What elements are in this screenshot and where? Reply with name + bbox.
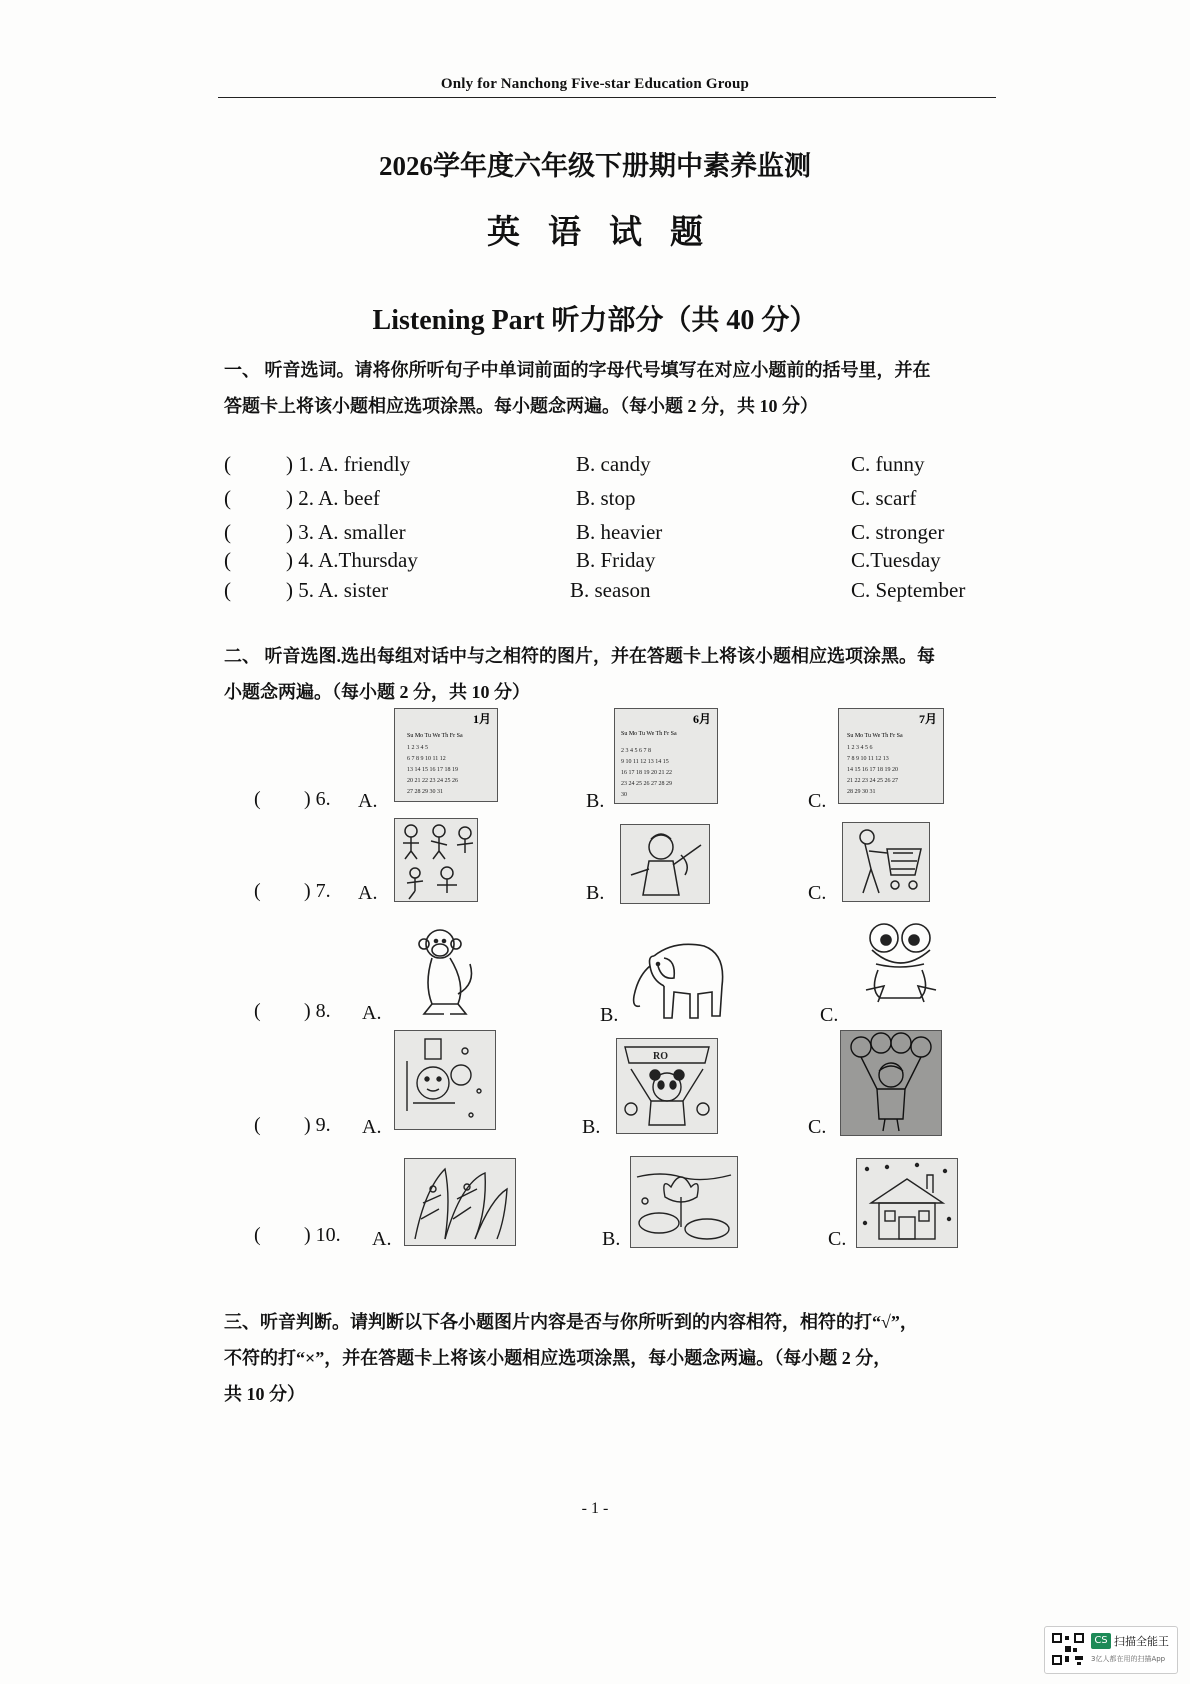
answer-paren[interactable]: ( bbox=[254, 1224, 261, 1246]
calendar-january-picture[interactable] bbox=[394, 708, 498, 802]
svg-text:1 2 3 4 5 6: 1 2 3 4 5 6 bbox=[847, 745, 873, 751]
svg-text:27 28 29 30 31: 27 28 29 30 31 bbox=[407, 789, 443, 795]
svg-text:20 21 22 23 24 25 26: 20 21 22 23 24 25 26 bbox=[407, 778, 458, 784]
boy-with-balloons-picture[interactable] bbox=[840, 1030, 942, 1136]
option-c: C. scarf bbox=[851, 486, 917, 510]
calendar-days-header: Su Mo Tu We Th Fr Sa bbox=[407, 733, 463, 739]
answer-paren[interactable]: ( bbox=[254, 788, 261, 810]
option-b-label: B. bbox=[582, 1116, 601, 1138]
option-a-label: A. bbox=[358, 790, 378, 812]
option-b: B. season bbox=[570, 578, 651, 602]
option-b-label: B. bbox=[586, 882, 605, 904]
svg-text:21 22 23 24 25 26 27: 21 22 23 24 25 26 27 bbox=[847, 778, 898, 784]
option-c: C. funny bbox=[851, 452, 925, 476]
option-c-label: C. bbox=[808, 790, 827, 812]
question-number: ) 10. bbox=[304, 1224, 341, 1246]
option-a-label: A. bbox=[358, 882, 378, 904]
option-b: B. candy bbox=[576, 452, 651, 476]
option-a-label: A. bbox=[372, 1228, 392, 1250]
svg-text:9 10 11 12 13 14 15: 9 10 11 12 13 14 15 bbox=[621, 759, 669, 765]
option-a: ) 3. A. smaller bbox=[286, 520, 406, 544]
answer-paren[interactable]: ( bbox=[224, 520, 231, 544]
calendar-july-picture[interactable] bbox=[838, 708, 944, 804]
answer-paren[interactable]: ( bbox=[224, 578, 231, 602]
spring-festival-picture[interactable] bbox=[394, 1030, 496, 1130]
calendar-month: 6月 bbox=[693, 712, 712, 726]
question-row bbox=[224, 520, 1004, 550]
option-c-label: C. bbox=[808, 1116, 827, 1138]
scanner-app-badge bbox=[1044, 1626, 1178, 1674]
page-number: - 1 - bbox=[581, 1500, 609, 1517]
autumn-harvest-picture[interactable] bbox=[404, 1158, 516, 1246]
question-row-7 bbox=[224, 818, 1004, 904]
lotus-pond-picture[interactable] bbox=[630, 1156, 738, 1248]
calendar-month: 1月 bbox=[473, 712, 492, 726]
svg-text:14 15 16 17 18 19 20: 14 15 16 17 18 19 20 bbox=[847, 767, 898, 773]
section3-instruction-line: 共 10 分） bbox=[224, 1384, 305, 1404]
calendar-month: 7月 bbox=[919, 712, 938, 726]
svg-text:13 14 15 16 17 18 19: 13 14 15 16 17 18 19 bbox=[407, 767, 458, 773]
boy-playing-violin-picture[interactable] bbox=[620, 824, 710, 904]
option-c: C.Tuesday bbox=[851, 548, 941, 572]
svg-text:RO: RO bbox=[653, 1051, 668, 1062]
option-c: C. stronger bbox=[851, 520, 945, 544]
option-a-label: A. bbox=[362, 1002, 382, 1024]
calendar-days-header: Su Mo Tu We Th Fr Sa bbox=[621, 731, 677, 737]
option-b: B. Friday bbox=[576, 548, 656, 572]
section2-instruction-line: 小题念两遍。（每小题 2 分，共 10 分） bbox=[224, 682, 530, 702]
svg-text:2 3 4 5 6 7 8: 2 3 4 5 6 7 8 bbox=[621, 748, 651, 754]
option-c-label: C. bbox=[808, 882, 827, 904]
svg-text:23 24 25 26 27 28 29: 23 24 25 26 27 28 29 bbox=[621, 781, 672, 787]
option-a: ) 5. A. sister bbox=[286, 578, 389, 602]
question-row-6 bbox=[224, 708, 1004, 812]
exam-subject-title: 英语试题 bbox=[487, 215, 731, 251]
option-c: C. September bbox=[851, 578, 966, 602]
section3-instruction-line: 不符的打“×”，并在答题卡上将该小题相应选项涂黑，每小题念两遍。（每小题 2 分， bbox=[224, 1348, 892, 1368]
cs-logo-icon: CS bbox=[1091, 1633, 1111, 1649]
section3-instruction bbox=[224, 1304, 996, 1412]
option-a: ) 2. A. beef bbox=[286, 486, 380, 510]
option-c-label: C. bbox=[828, 1228, 847, 1250]
people-exercising-picture[interactable] bbox=[394, 818, 478, 902]
svg-text:6 7 8 9 10 11 12: 6 7 8 9 10 11 12 bbox=[407, 756, 446, 762]
section1-instruction bbox=[224, 352, 996, 424]
qr-code-icon bbox=[1051, 1632, 1085, 1666]
question-number: ) 8. bbox=[304, 1000, 331, 1022]
answer-paren[interactable]: ( bbox=[224, 548, 231, 572]
calendar-june-picture[interactable] bbox=[614, 708, 718, 804]
monkey-picture[interactable] bbox=[410, 924, 478, 1020]
section1-instruction-line: 答题卡上将该小题相应选项涂黑。每小题念两遍。（每小题 2 分，共 10 分） bbox=[224, 396, 818, 416]
option-a-label: A. bbox=[362, 1116, 382, 1138]
option-a: ) 1. A. friendly bbox=[286, 452, 411, 476]
svg-text:30: 30 bbox=[621, 792, 627, 798]
elephant-picture[interactable] bbox=[624, 936, 728, 1024]
answer-paren[interactable]: ( bbox=[224, 452, 231, 476]
svg-text:16 17 18 19 20 21 22: 16 17 18 19 20 21 22 bbox=[621, 770, 672, 776]
question-row-8 bbox=[224, 920, 1004, 1026]
section1-instruction-line: 一、 听音选词。请将你所听句子中单词前面的字母代号填写在对应小题前的括号里，并在 bbox=[224, 360, 931, 380]
frog-picture[interactable] bbox=[858, 920, 944, 1010]
listening-part-title: Listening Part 听力部分（共 40 分） bbox=[372, 305, 818, 336]
exam-title: 2026学年度六年级下册期中素养监测 bbox=[379, 151, 811, 181]
option-b: B. heavier bbox=[576, 520, 663, 544]
question-row bbox=[224, 452, 1004, 482]
option-b-label: B. bbox=[600, 1004, 619, 1026]
svg-text:1 2 3 4 5: 1 2 3 4 5 bbox=[407, 745, 428, 751]
option-b-label: B. bbox=[586, 790, 605, 812]
calendar-days-header: Su Mo Tu We Th Fr Sa bbox=[847, 733, 903, 739]
woman-shopping-cart-picture[interactable] bbox=[842, 822, 930, 902]
panda-banner-picture[interactable] bbox=[616, 1038, 718, 1134]
option-c-label: C. bbox=[820, 1004, 839, 1026]
option-b: B. stop bbox=[576, 486, 636, 510]
answer-paren[interactable]: ( bbox=[224, 486, 231, 510]
section2-instruction bbox=[224, 638, 996, 710]
question-number: ) 6. bbox=[304, 788, 331, 810]
answer-paren[interactable]: ( bbox=[254, 1114, 261, 1136]
svg-text:7 8 9 10 11 12 13: 7 8 9 10 11 12 13 bbox=[847, 756, 889, 762]
section3-instruction-line: 三、听音判断。请判断以下各小题图片内容是否与你所听到的内容相符，相符的打“√”， bbox=[224, 1312, 918, 1332]
question-number: ) 7. bbox=[304, 880, 331, 902]
snowy-house-picture[interactable] bbox=[856, 1158, 958, 1248]
section2-instruction-line: 二、 听音选图.选出每组对话中与之相符的图片，并在答题卡上将该小题相应选项涂黑。每 bbox=[224, 646, 935, 666]
question-row bbox=[224, 578, 1004, 608]
header-top-line: Only for Nanchong Five-star Education Group bbox=[440, 76, 750, 92]
answer-paren[interactable]: ( bbox=[254, 880, 261, 902]
option-b-label: B. bbox=[602, 1228, 621, 1250]
header-divider bbox=[218, 97, 996, 98]
answer-paren[interactable]: ( bbox=[254, 1000, 261, 1022]
question-row bbox=[224, 486, 1004, 516]
badge-title: 扫描全能王 bbox=[1114, 1635, 1169, 1648]
question-row bbox=[224, 548, 1004, 578]
option-a: ) 4. A.Thursday bbox=[286, 548, 418, 572]
question-row-10 bbox=[224, 1156, 1004, 1250]
svg-text:28 29 30 31: 28 29 30 31 bbox=[847, 789, 876, 795]
badge-subtitle: 3亿人都在用的扫描App bbox=[1091, 1655, 1166, 1663]
question-number: ) 9. bbox=[304, 1114, 331, 1136]
question-row-9 bbox=[224, 1030, 1004, 1136]
